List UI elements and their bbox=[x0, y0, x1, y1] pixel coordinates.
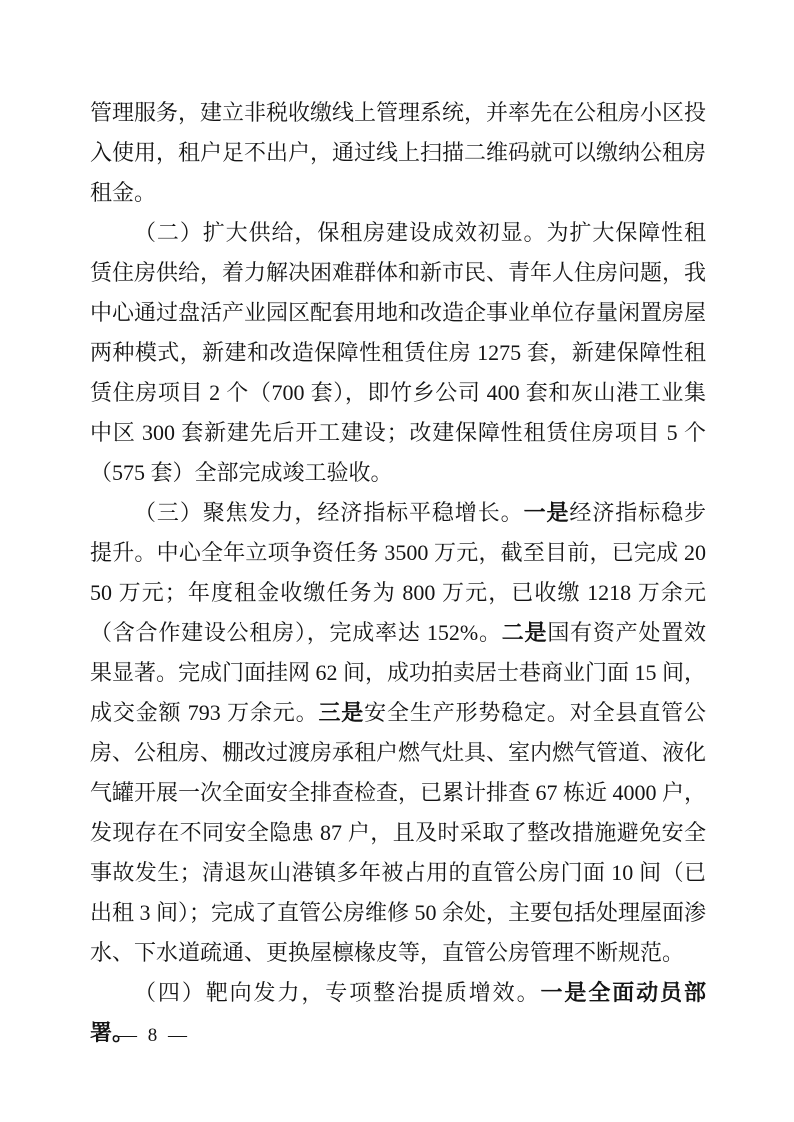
paragraph bbox=[90, 493, 706, 973]
text-run-heading: （四）靶向发力，专项整治提质增效。 bbox=[134, 980, 541, 1005]
text-run: 安全生产形势稳定。对全县直管公房、公租房、棚改过渡房承租户燃气灶具、室内燃气管道、液化气罐开展一次全面安全排查检查，已累计排查 67 栋近 4000 户，发现存在不同安全隐患 87 户，且及时采取了整改措施避免安全事故发生；清退灰山港镇多年被占用的直管公房门面 10 间（已出租 3 间）；完成了直管公房维修 50 余处，主要包括处理屋面渗水、下水道疏通、更换屋檩椽皮等，直管公房管理不断规范。 bbox=[90, 700, 707, 965]
text-run-emphasis: 二是 bbox=[501, 620, 548, 645]
text-run-emphasis: 一是全面动员部署。 bbox=[90, 980, 706, 1045]
paragraph bbox=[90, 213, 706, 493]
text-run: 国有资产处置效果显著。完成门面挂网 62 间，成功拍卖居士巷商业门面 15 间，成交金额 793 万余元。 bbox=[90, 620, 707, 725]
text-run: 为扩大保障性租赁住房供给，着力解决困难群体和新市民、青年人住房问题，我中心通过盘活产业园区配套用地和改造企事业单位存量闲置房屋两种模式，新建和改造保障性租赁住房 1275 套，新建保障性租赁住房项目 2 个（700 套），即竹乡公司 400 套和灰山港工业集中区 300 套新建先后开工建设；改建保障性租赁住房项目 5 个（575 套）全部完成竣工验收。 bbox=[90, 220, 707, 485]
page-number: — 8 — bbox=[118, 1025, 190, 1046]
paragraph bbox=[90, 93, 706, 213]
text-run-emphasis: 一是 bbox=[523, 500, 570, 525]
text-run-heading: （二）扩大供给，保租房建设成效初显。 bbox=[134, 220, 547, 245]
text-run: 经济指标稳步提升。中心全年立项争资任务 3500 万元，截至目前，已完成 2050 万元；年度租金收缴任务为 800 万元，已收缴 1218 万余元（含合作建设公租房），完成率达 152%。 bbox=[90, 500, 706, 645]
text-run-heading: （三）聚焦发力，经济指标平稳增长。 bbox=[134, 500, 524, 525]
text-run-emphasis: 三是 bbox=[318, 700, 365, 725]
text-run: 管理服务，建立非税收缴线上管理系统，并率先在公租房小区投入使用，租户足不出户，通过线上扫描二维码就可以缴纳公租房租金。 bbox=[90, 100, 707, 205]
